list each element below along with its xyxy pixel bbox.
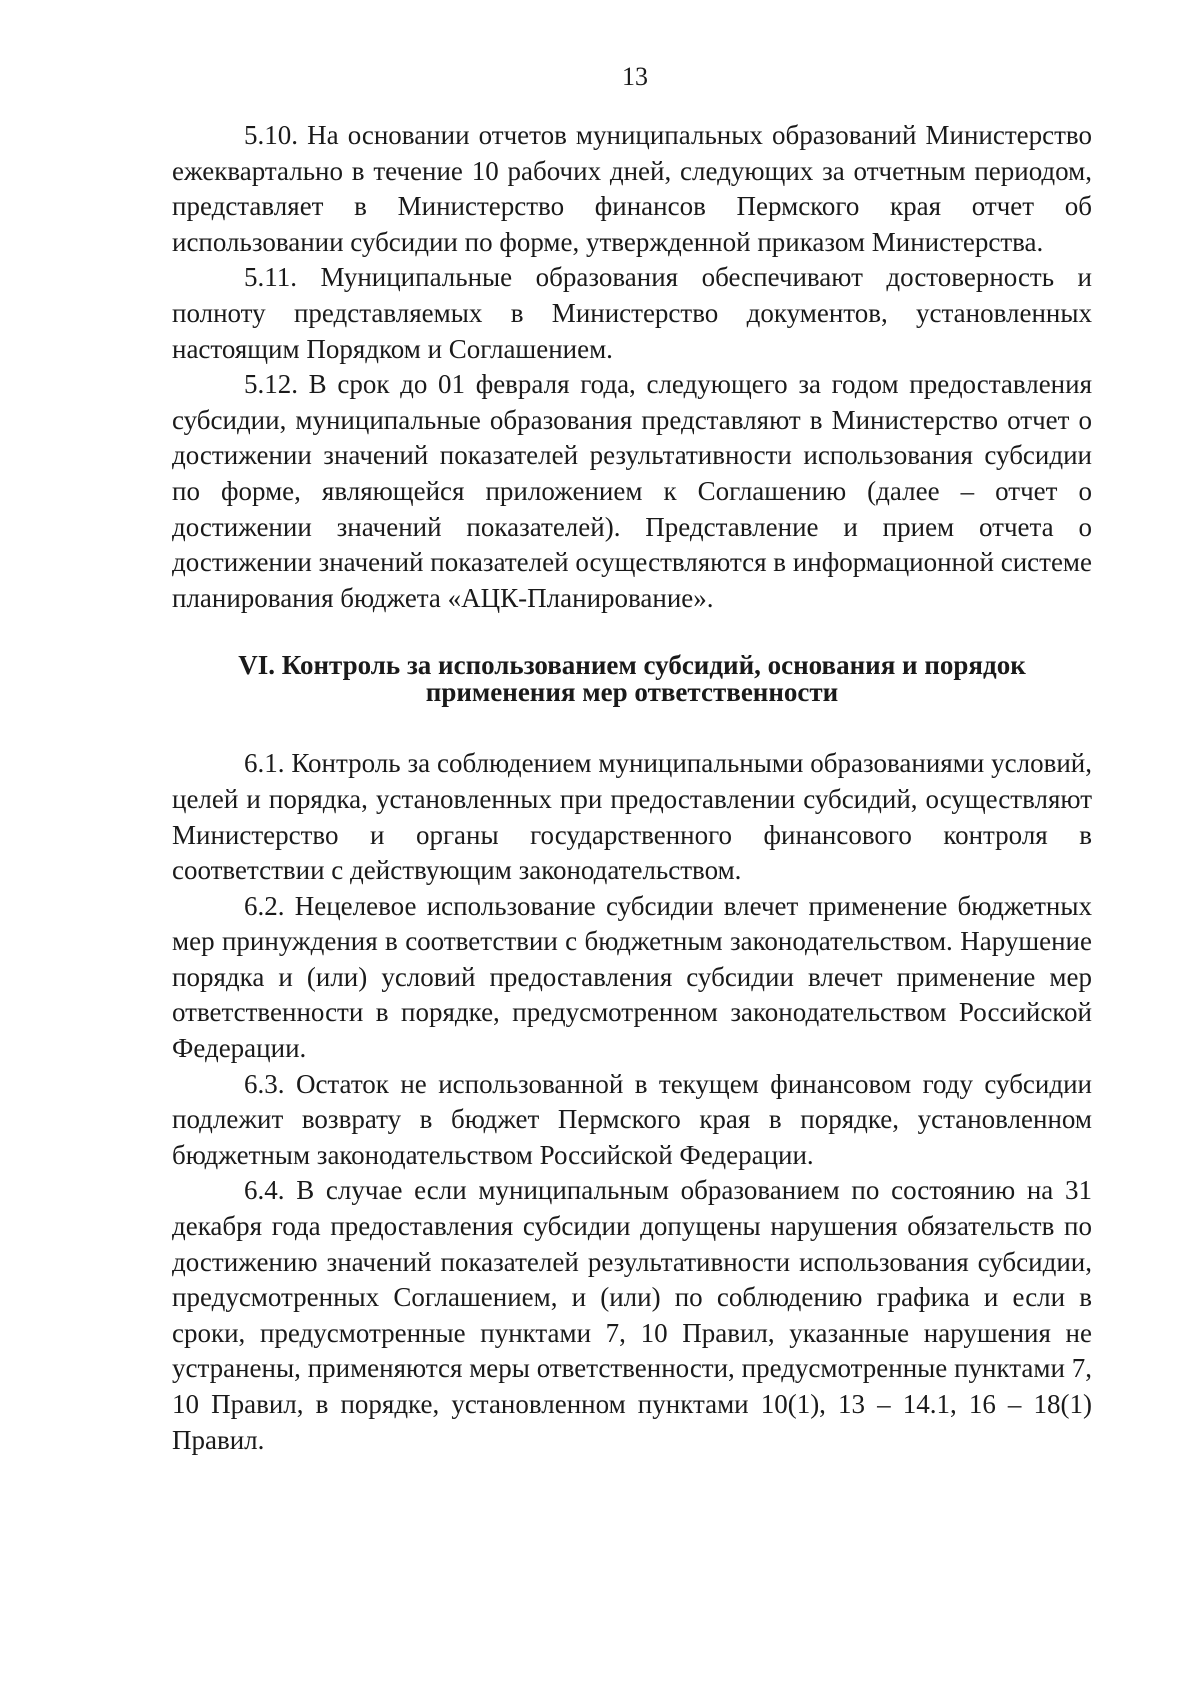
paragraph-5-10: 5.10. На основании отчетов муниципальных образований Министерство ежеквартально в течение 10 рабочих дней, следующих за отчетным периодом, представляет в Министерство финансов Пермского края отчет об использовании субсидии по форме, утвержденной приказом Министерства. [172,120,1092,257]
paragraph-6-3: 6.3. Остаток не использованной в текущем финансовом году субсидии подлежит возврату в бюджет Пермского края в порядке, установленном бюджетным законодательством Российской Федерации. [172,1068,1092,1170]
section-heading-line-1: VI. Контроль за использованием субсидий, основания и порядок [238,650,1026,681]
page-number: 13 [622,62,648,91]
paragraph-6-1: 6.1. Контроль за соблюдением муниципальными образованиями условий, целей и порядка, установленных при предоставлении субсидий, осуществляют Министерство и органы государственного финансового контроля в соответствии с действующим законодательством. [172,748,1092,886]
paragraph-6-2: 6.2. Нецелевое использование субсидии влечет применение бюджетных мер принуждения в соответствии с бюджетным законодательством. Нарушение порядка и (или) условий предоставления субсидии влечет применение мер ответственности в порядке, предусмотренном законодательством Российской Федерации. [172,890,1092,1064]
paragraph-5-11: 5.11. Муниципальные образования обеспечивают достоверность и полноту представляемых в Министерство документов, установленных настоящим Порядком и Соглашением. [172,262,1092,364]
paragraph-5-12: 5.12. В срок до 01 февраля года, следующего за годом предоставления субсидии, муниципальные образования представляют в Министерство отчет о достижении значений показателей результативности использования субсидии по форме, являющейся приложением к Соглашению (далее – отчет о достижении значений показателей). Представление и прием отчета о достижении значений показателей осуществляются в информационной системе планирования бюджета «АЦК-Планирование». [172,369,1092,613]
document-body [172,118,1092,1458]
section-heading-line-2: применения мер ответственности [425,677,839,708]
section-heading [172,652,1092,706]
paragraph-6-4: 6.4. В случае если муниципальным образованием по состоянию на 31 декабря года предоставления субсидии допущены нарушения обязательств по достижению значений показателей результативности использования субсидии, предусмотренных Соглашением, и (или) по соблюдению графика и если в сроки, предусмотренные пунктами 7, 10 Правил, указанные нарушения не устранены, применяются меры ответственности, предусмотренные пунктами 7, 10 Правил, в порядке, установленном пунктами 10(1), 13 – 14.1, 16 – 18(1) Правил. [172,1175,1092,1455]
